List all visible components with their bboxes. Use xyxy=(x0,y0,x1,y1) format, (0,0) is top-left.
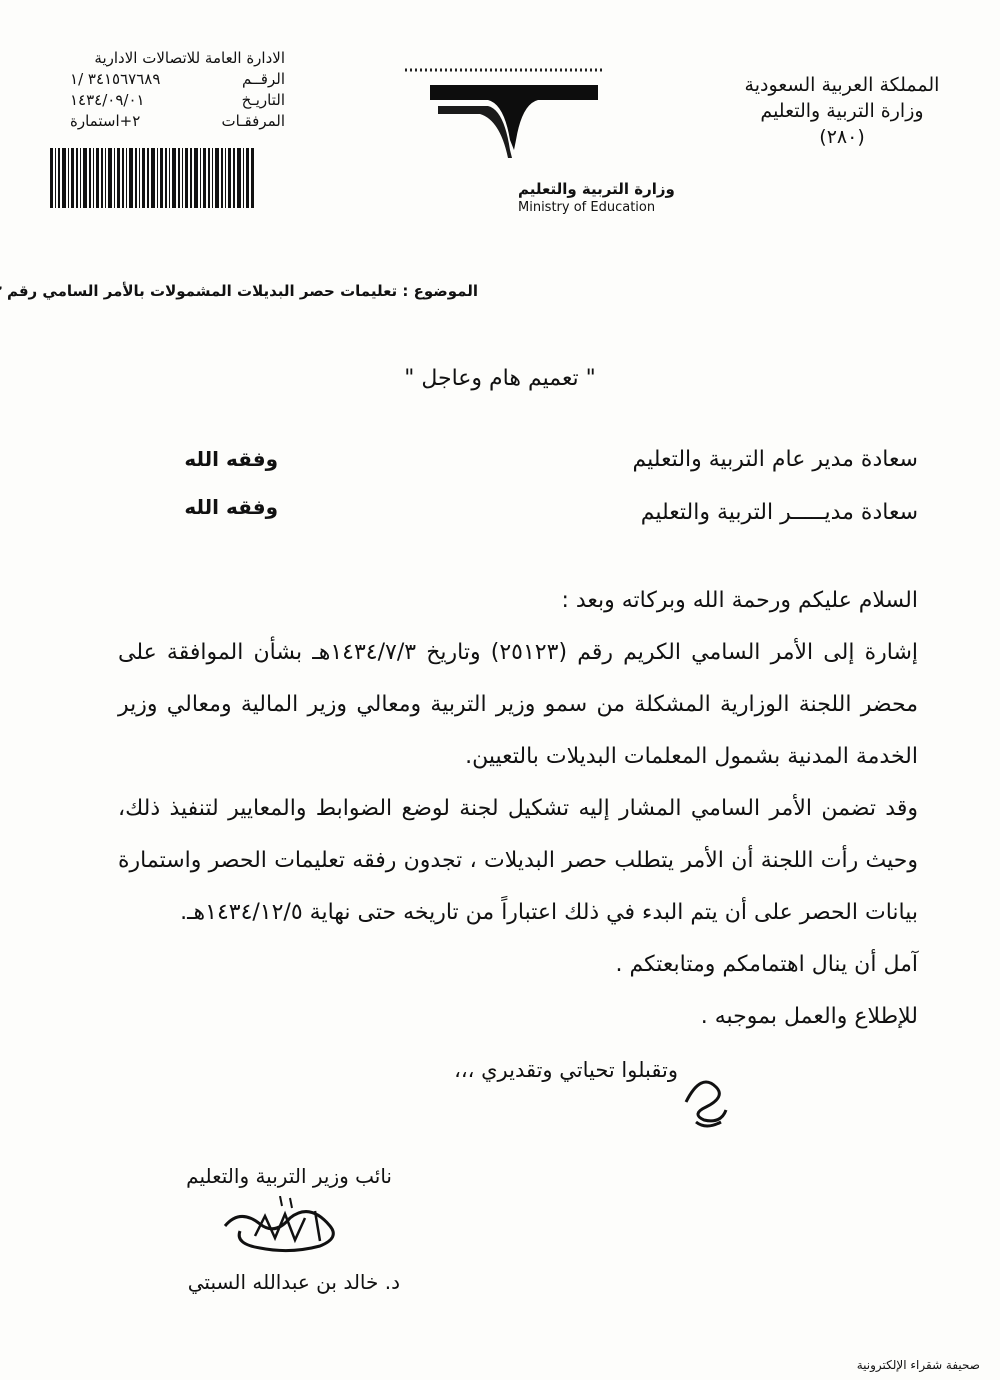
attachments-label: المرفقـات xyxy=(221,112,285,130)
ref-number-label: الرقــم xyxy=(242,70,285,88)
barcode-icon xyxy=(50,148,255,208)
ministry-code: (٢٨٠) xyxy=(819,126,865,148)
date-value: ١٤٣٤/٠٩/٠١ xyxy=(70,91,145,109)
newspaper-watermark: صحيفة شقراء الإلكترونية xyxy=(856,1358,980,1372)
handwritten-signature-icon xyxy=(220,1196,350,1268)
department-name: الادارة العامة للاتصالات الادارية xyxy=(94,49,285,67)
logo-arabic-text: وزارة التربية والتعليم xyxy=(518,180,675,198)
circular-title: " تعميم هام وعاجل " xyxy=(404,366,596,391)
signatory-name: د. خالد بن عبدالله السبتي xyxy=(187,1270,400,1294)
date-label: التاريـخ xyxy=(241,91,285,109)
letterhead-right xyxy=(732,72,952,150)
closing-line: وتقبلوا تحياتي وتقديري ،،، xyxy=(454,1058,678,1082)
attachments-value: ٢+استمارة xyxy=(70,112,141,130)
letterhead-left xyxy=(40,48,285,132)
subject-line: الموضوع : تعليمات حصر البديلات المشمولات بالأمر السامي رقم xyxy=(6,282,478,300)
kingdom-name: المملكة العربية السعودية xyxy=(744,74,940,96)
logo-english-text: Ministry of Education xyxy=(518,200,656,215)
ref-number-value: ٣٤١٥٦٧٦٨٩ /١ xyxy=(70,70,161,88)
addressee-2: سعادة مديـــــر التربية والتعليم xyxy=(640,500,918,525)
body-paragraph-1: إشارة إلى الأمر السامي الكريم رقم (٢٥١٢٣) وتاريخ ١٤٣٤/٧/٣هـ بشأن الموافقة على محضر اللجنة الوزارية المشكلة من سمو وزير التربية ومعالي وزير المالية ومعالي وزير الخدمة المدنية بشمول المعلمات البديلات بالتعيين. xyxy=(118,640,919,769)
addressee-1: سعادة مدير عام التربية والتعليم xyxy=(632,447,918,472)
date-row xyxy=(40,90,285,111)
ministry-logo xyxy=(400,40,675,220)
ministry-name: وزارة التربية والتعليم xyxy=(760,100,924,122)
greeting: السلام عليكم ورحمة الله وبركاته وبعد : xyxy=(561,588,918,613)
signatory-title: نائب وزير التربية والتعليم xyxy=(186,1164,392,1188)
addressee-1-blessing: وفقه الله xyxy=(184,447,278,471)
ministry-emblem-icon xyxy=(400,40,630,200)
attachments-row xyxy=(40,111,285,132)
ref-number-row xyxy=(40,69,285,90)
initials-signature-icon xyxy=(676,1062,736,1132)
body-paragraph-3: آمل أن ينال اهتمامكم ومتابعتكم . xyxy=(615,952,918,977)
addressee-2-blessing: وفقه الله xyxy=(184,495,278,519)
body-paragraph-2: وقد تضمن الأمر السامي المشار إليه تشكيل لجنة لوضع الضوابط والمعايير لتنفيذ ذلك، وحيث رأت اللجنة أن الأمر يتطلب حصر البديلات ، تجدون رفقه تعليمات الحصر واستمارة بيانات الحصر على أن يتم البدء في ذلك اعتباراً من تاريخه حتى نهاية ١٤٣٤/١٢/٥هـ. xyxy=(118,796,918,925)
letter-body xyxy=(118,575,918,1043)
body-paragraph-4: للإطلاع والعمل بموجبه . xyxy=(700,1004,918,1029)
